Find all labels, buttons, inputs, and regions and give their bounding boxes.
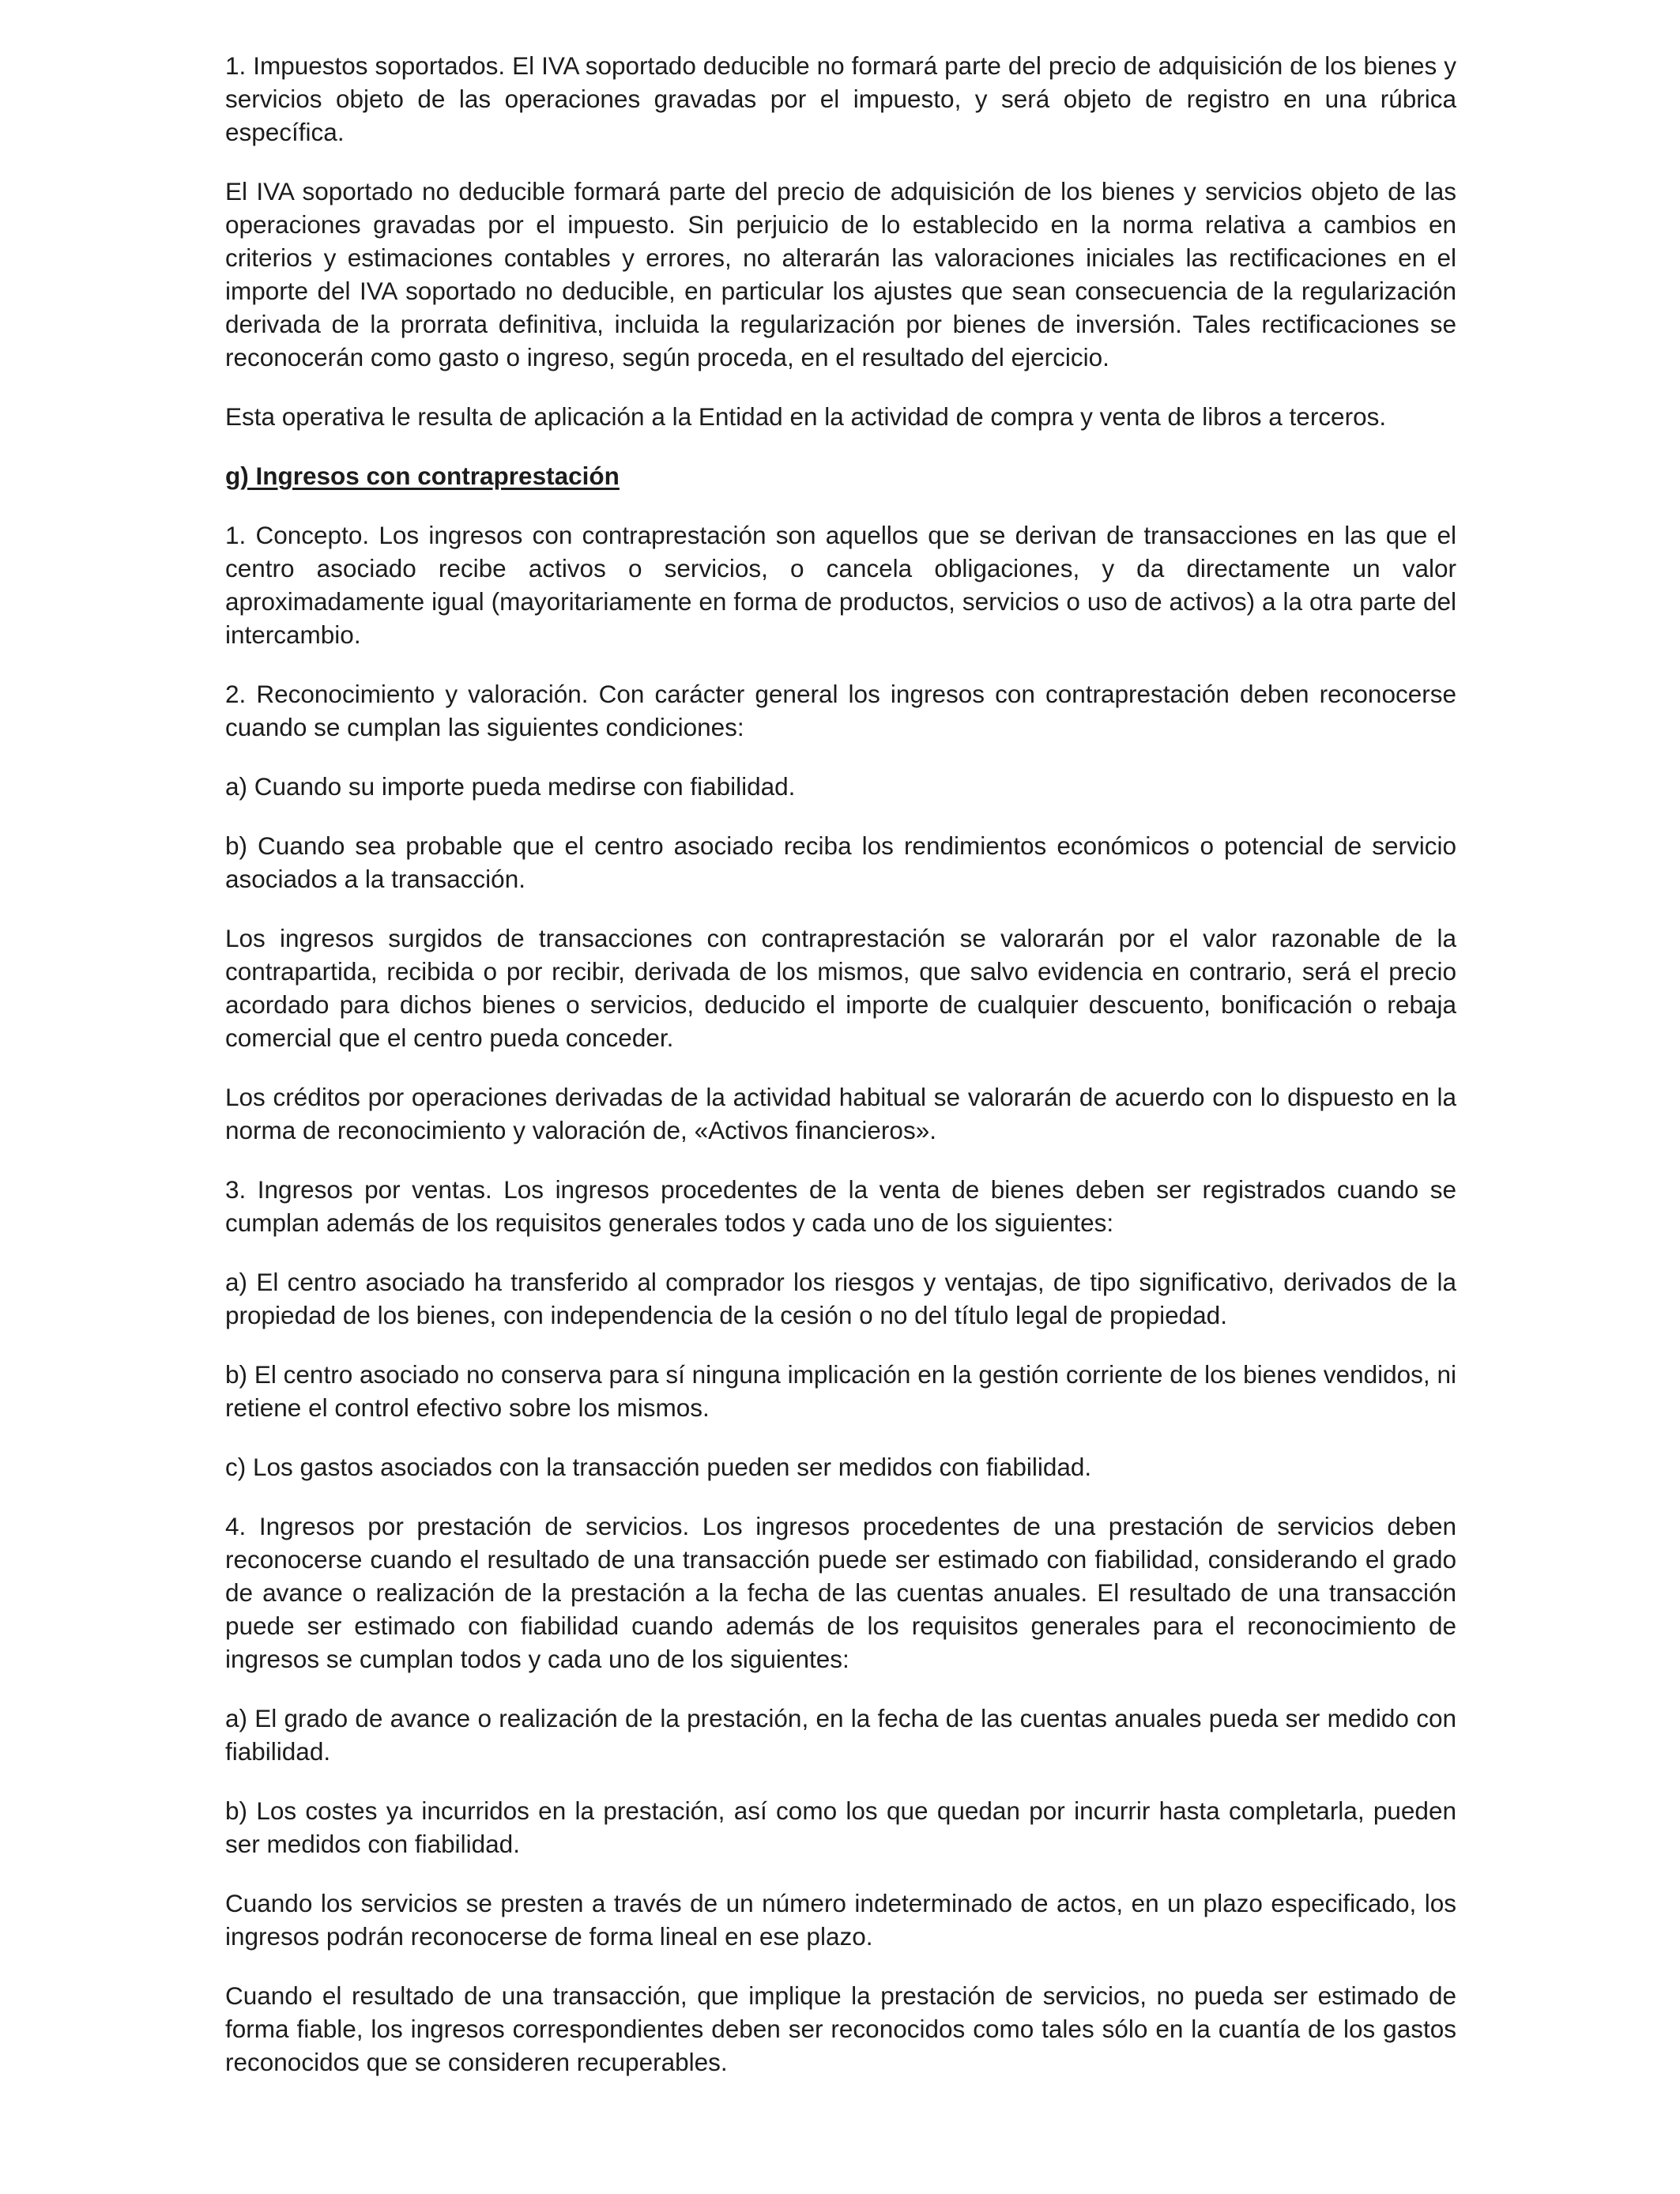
paragraph-concepto: 1. Concepto. Los ingresos con contraprestación son aquellos que se derivan de transacciones en las que el centro asociado recibe activos o servicios, o cancela obligaciones, y da directamente un valor aproximadamente igual (mayoritariamente en forma de productos, servicios o uso de activos) a la otra parte del intercambio. (225, 521, 1456, 649)
list-item-servicios-b: b) Los costes ya incurridos en la prestación, así como los que quedan por incurrir hasta completarla, pueden ser medidos con fiabilidad. (225, 1796, 1456, 1858)
paragraph-operativa-libros: Esta operativa le resulta de aplicación a la Entidad en la actividad de compra y venta de libros a terceros. (225, 402, 1387, 431)
list-item-condicion-b: b) Cuando sea probable que el centro asociado reciba los rendimientos económicos o potencial de servicio asociados a la transacción. (225, 831, 1456, 893)
section-heading: g) Ingresos con contraprestación (225, 462, 620, 490)
paragraph-prestacion-servicios: 4. Ingresos por prestación de servicios. Los ingresos procedentes de una prestación de servicios deben reconocerse cuando el resultado de una transacción puede ser estimado con fiabilidad, considerando el grado de avance o realización de la prestación a la fecha de las cuentas anuales. El resultado de una transacción puede ser estimado con fiabilidad cuando además de los requisitos generales para el reconocimiento de ingresos se cumplan todos y cada uno de los siguientes: (225, 1512, 1456, 1673)
paragraph-ingresos-ventas: 3. Ingresos por ventas. Los ingresos procedentes de la venta de bienes deben ser registrados cuando se cumplan además de los requisitos generales todos y cada uno de los siguientes: (225, 1175, 1456, 1237)
document-page (225, 49, 1456, 2105)
paragraph-reconocimiento: 2. Reconocimiento y valoración. Con carácter general los ingresos con contraprestación deben reconocerse cuando se cumplan las siguientes condiciones: (225, 680, 1456, 741)
paragraph-creditos: Los créditos por operaciones derivadas de la actividad habitual se valorarán de acuerdo con lo dispuesto en la norma de reconocimiento y valoración de, «Activos financieros». (225, 1083, 1456, 1144)
paragraph-servicios-lineal: Cuando los servicios se presten a través de un número indeterminado de actos, en un plazo especificado, los ingresos podrán reconocerse de forma lineal en ese plazo. (225, 1889, 1456, 1951)
paragraph-servicios-no-fiable: Cuando el resultado de una transacción, que implique la prestación de servicios, no pueda ser estimado de forma fiable, los ingresos correspondientes deben ser reconocidos como tales sólo en la cuantía de los gastos reconocidos que se consideren recuperables. (225, 1981, 1456, 2076)
list-item-servicios-a: a) El grado de avance o realización de la prestación, en la fecha de las cuentas anuales pueda ser medido con fiabilidad. (225, 1704, 1456, 1766)
list-item-ventas-c: c) Los gastos asociados con la transacción pueden ser medidos con fiabilidad. (225, 1453, 1092, 1481)
paragraph-iva-no-deducible: El IVA soportado no deducible formará parte del precio de adquisición de los bienes y servicios objeto de las operaciones gravadas por el impuesto. Sin perjuicio de lo establecido en la norma relativa a cambios en criterios y estimaciones contables y errores, no alterarán las valoraciones iniciales las rectificaciones en el importe del IVA soportado no deducible, en particular los ajustes que sean consecuencia de la regularización derivada de la prorrata definitiva, incluida la regularización por bienes de inversión. Tales rectificaciones se reconocerán como gasto o ingreso, según proceda, en el resultado del ejercicio. (225, 177, 1456, 371)
paragraph-valoracion: Los ingresos surgidos de transacciones con contraprestación se valorarán por el valor razonable de la contrapartida, recibida o por recibir, derivada de los mismos, que salvo evidencia en contrario, será el precio acordado para dichos bienes o servicios, deducido el importe de cualquier descuento, bonificación o rebaja comercial que el centro pueda conceder. (225, 924, 1456, 1052)
list-item-ventas-b: b) El centro asociado no conserva para sí ninguna implicación en la gestión corriente de los bienes vendidos, ni retiene el control efectivo sobre los mismos. (225, 1360, 1456, 1422)
list-item-condicion-a: a) Cuando su importe pueda medirse con fiabilidad. (225, 772, 796, 801)
paragraph-impuestos-soportados: 1. Impuestos soportados. El IVA soportado deducible no formará parte del precio de adquisición de los bienes y servicios objeto de las operaciones gravadas por el impuesto, y será objeto de registro en una rúbrica específica. (225, 51, 1456, 146)
list-item-ventas-a: a) El centro asociado ha transferido al comprador los riesgos y ventajas, de tipo significativo, derivados de la propiedad de los bienes, con independencia de la cesión o no del título legal de propiedad. (225, 1268, 1456, 1329)
